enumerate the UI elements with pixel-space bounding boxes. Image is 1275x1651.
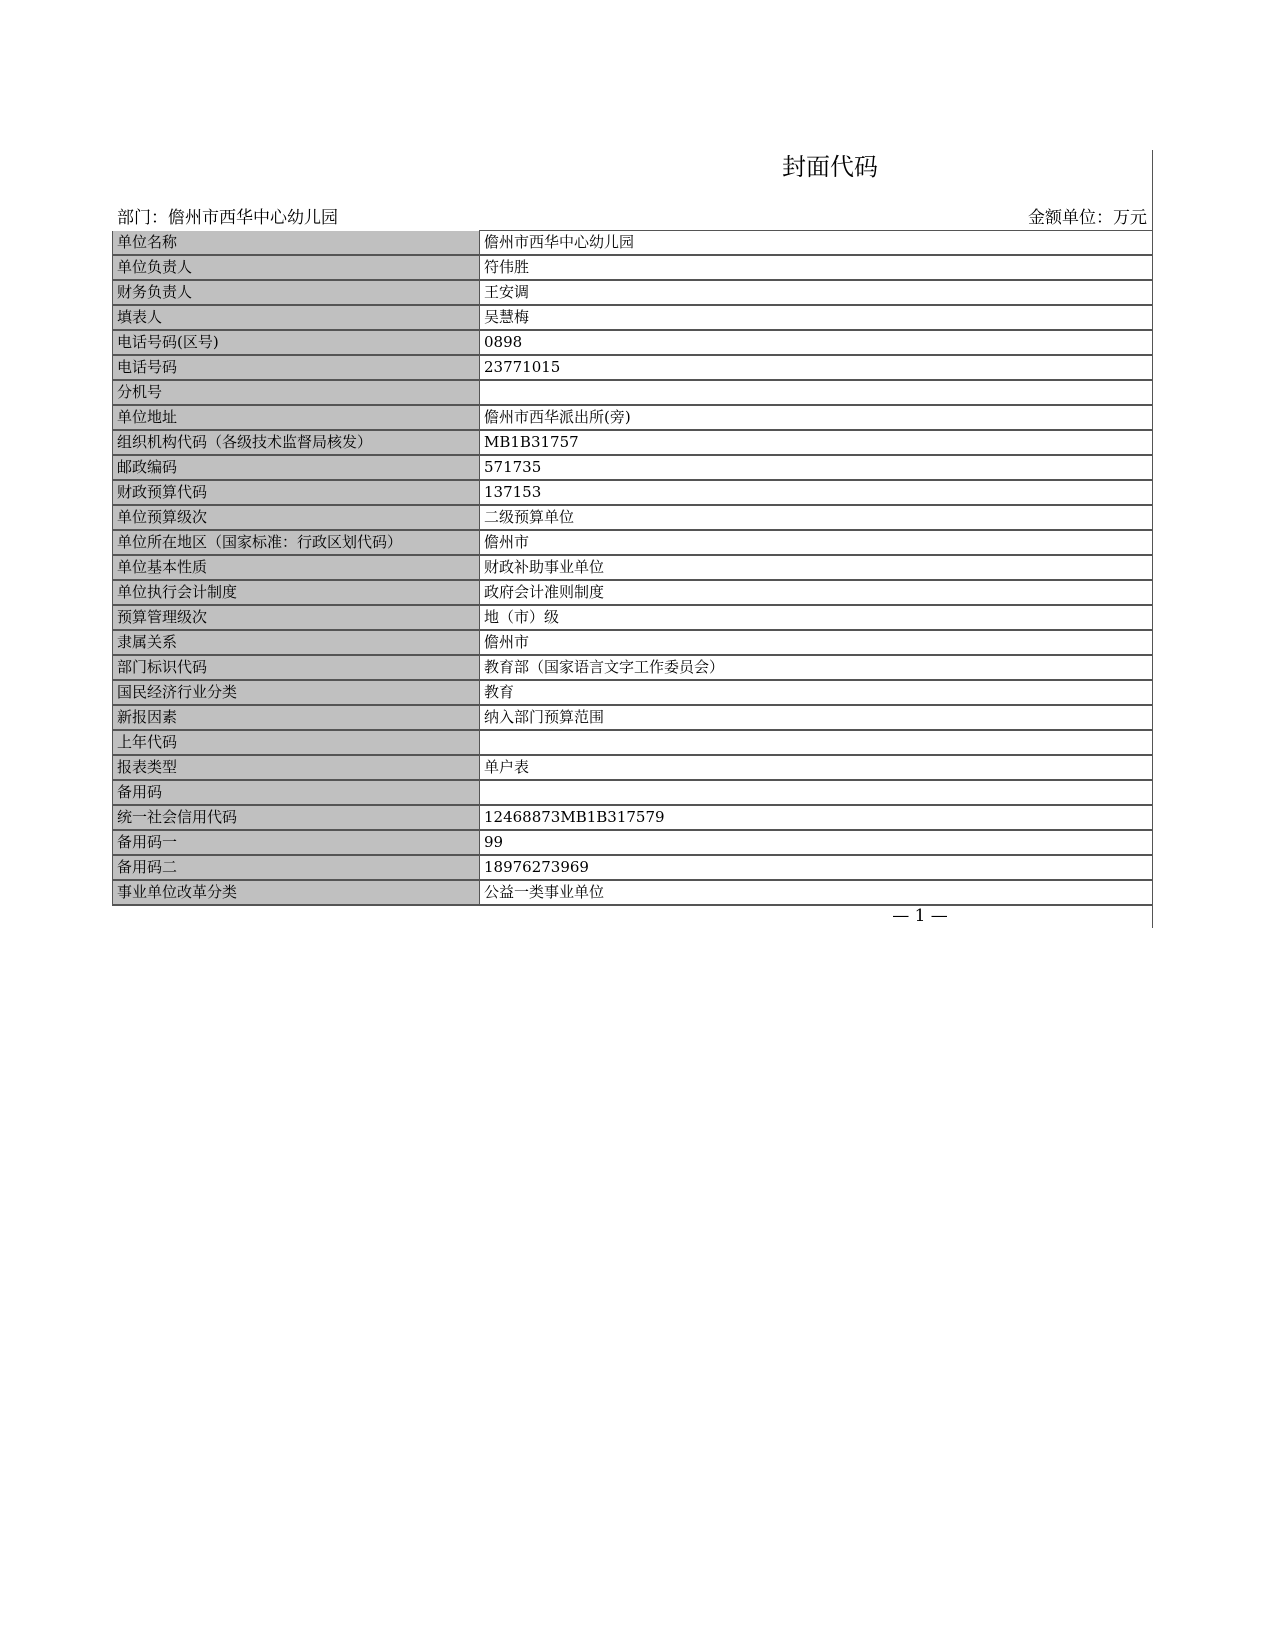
row-value: 23771015 [480, 355, 1153, 380]
table-row [113, 805, 1153, 830]
row-value: 吴慧梅 [480, 305, 1153, 330]
table-row [113, 555, 1153, 580]
row-label: 电话号码(区号) [113, 330, 480, 355]
row-value: 18976273969 [480, 855, 1153, 880]
row-value: 政府会计准则制度 [480, 580, 1153, 605]
row-label: 单位基本性质 [113, 555, 480, 580]
row-label: 组织机构代码（各级技术监督局核发） [113, 430, 480, 455]
row-label: 统一社会信用代码 [113, 805, 480, 830]
row-label: 新报因素 [113, 705, 480, 730]
row-label: 电话号码 [113, 355, 480, 380]
table-row [113, 231, 1153, 256]
row-value: 公益一类事业单位 [480, 880, 1153, 905]
row-value: 王安调 [480, 280, 1153, 305]
table-row [113, 830, 1153, 855]
row-label: 财务负责人 [113, 280, 480, 305]
page-number: — 1 — [892, 906, 948, 926]
table-row [113, 530, 1153, 555]
row-label: 备用码 [113, 780, 480, 805]
row-label: 单位预算级次 [113, 505, 480, 530]
row-value: 符伟胜 [480, 255, 1153, 280]
cover-code-table-body [113, 231, 1153, 906]
row-label: 国民经济行业分类 [113, 680, 480, 705]
row-value: 纳入部门预算范围 [480, 705, 1153, 730]
table-row [113, 355, 1153, 380]
table-row [113, 855, 1153, 880]
table-row [113, 505, 1153, 530]
table-row [113, 305, 1153, 330]
row-label: 填表人 [113, 305, 480, 330]
row-label: 报表类型 [113, 755, 480, 780]
cover-code-table [112, 230, 1153, 906]
row-label: 单位执行会计制度 [113, 580, 480, 605]
row-label: 隶属关系 [113, 630, 480, 655]
row-label: 单位所在地区（国家标准：行政区划代码） [113, 530, 480, 555]
table-row [113, 705, 1153, 730]
row-label: 备用码一 [113, 830, 480, 855]
table-row [113, 780, 1153, 805]
page-title: 封面代码 [782, 153, 878, 181]
row-value: 二级预算单位 [480, 505, 1153, 530]
row-value: 儋州市 [480, 630, 1153, 655]
table-row [113, 480, 1153, 505]
table-row [113, 605, 1153, 630]
row-label: 邮政编码 [113, 455, 480, 480]
row-value: 12468873MB1B317579 [480, 805, 1153, 830]
table-row [113, 580, 1153, 605]
row-value [480, 730, 1153, 755]
table-row [113, 880, 1153, 905]
row-label: 分机号 [113, 380, 480, 405]
row-value: 137153 [480, 480, 1153, 505]
row-value: 儋州市 [480, 530, 1153, 555]
row-value: MB1B31757 [480, 430, 1153, 455]
row-label: 事业单位改革分类 [113, 880, 480, 905]
table-row [113, 680, 1153, 705]
row-label: 备用码二 [113, 855, 480, 880]
right-margin-rule [1152, 150, 1153, 232]
row-label: 预算管理级次 [113, 605, 480, 630]
row-value [480, 380, 1153, 405]
row-label: 单位负责人 [113, 255, 480, 280]
row-label: 单位名称 [113, 231, 480, 256]
row-value: 财政补助事业单位 [480, 555, 1153, 580]
row-label: 部门标识代码 [113, 655, 480, 680]
table-row [113, 430, 1153, 455]
row-value: 教育部（国家语言文字工作委员会） [480, 655, 1153, 680]
row-value: 教育 [480, 680, 1153, 705]
table-row [113, 330, 1153, 355]
table-row [113, 755, 1153, 780]
row-value [480, 780, 1153, 805]
row-value: 单户表 [480, 755, 1153, 780]
right-margin-rule-lower [1152, 904, 1153, 928]
table-row [113, 730, 1153, 755]
row-label: 单位地址 [113, 405, 480, 430]
row-label: 财政预算代码 [113, 480, 480, 505]
table-row [113, 655, 1153, 680]
table-row [113, 455, 1153, 480]
table-row [113, 630, 1153, 655]
department-label: 部门：儋州市西华中心幼儿园 [117, 208, 338, 228]
row-value: 571735 [480, 455, 1153, 480]
table-row [113, 280, 1153, 305]
table-row [113, 255, 1153, 280]
row-value: 儋州市西华中心幼儿园 [480, 231, 1153, 256]
row-label: 上年代码 [113, 730, 480, 755]
row-value: 儋州市西华派出所(旁) [480, 405, 1153, 430]
row-value: 0898 [480, 330, 1153, 355]
row-value: 99 [480, 830, 1153, 855]
amount-unit-label: 金额单位：万元 [1028, 208, 1147, 228]
table-row [113, 405, 1153, 430]
row-value: 地（市）级 [480, 605, 1153, 630]
table-row [113, 380, 1153, 405]
